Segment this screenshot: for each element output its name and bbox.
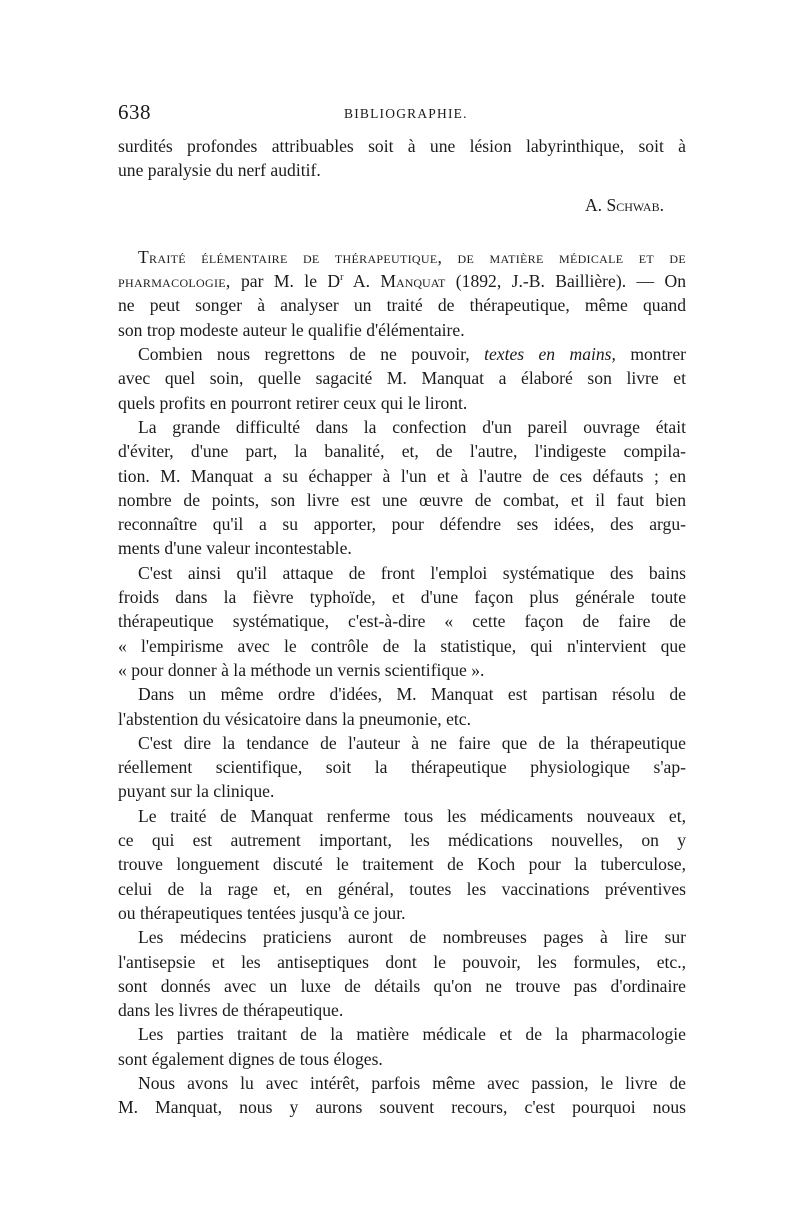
text-line: l'antisepsie et les antiseptiques dont le pouvoir, les formules, etc., — [118, 951, 686, 972]
text-line — [118, 342, 686, 366]
review-entry — [118, 245, 686, 1120]
text-line: Les médecins praticiens auront de nombreuses pages à lire sur — [138, 927, 686, 948]
text-line: reconnaître qu'il a su apporter, pour défendre ses idées, des argu- — [118, 514, 686, 535]
text-line: une paralysie du nerf auditif. — [118, 160, 321, 181]
text-line: d'éviter, d'une part, la banalité, et, de l'autre, l'indigeste compila- — [118, 441, 686, 462]
review-title — [118, 245, 686, 269]
text-line: réellement scientifique, soit la thérapeutique physiologique s'ap- — [118, 757, 686, 778]
text-line: son trop modeste auteur le qualifie d'élémentaire. — [118, 319, 465, 340]
text-line: l'abstention du vésicatoire dans la pneumonie, etc. — [118, 708, 471, 729]
text-line: Dans un même ordre d'idées, M. Manquat est partisan résolu de — [138, 684, 686, 705]
text-line: celui de la rage et, en général, toutes les vaccinations préventives — [118, 878, 686, 899]
text-line: M. Manquat, nous y aurons souvent recours, c'est pourquoi nous — [118, 1097, 686, 1118]
text-line: surdités profondes attribuables soit à une lésion labyrinthique, soit à — [118, 136, 686, 156]
paragraph-5 — [118, 682, 686, 731]
text-line: nombre de points, son livre est une œuvre de combat, et il faut bien — [118, 489, 686, 510]
publication-info: (1892, J.-B. Baillière). — On — [445, 271, 686, 292]
running-head: BIBLIOGRAPHIE. — [344, 106, 468, 121]
text-line: froids dans la fièvre typhoïde, et d'une façon plus générale toute — [118, 587, 686, 608]
text-line: ce qui est autrement important, les médications nouvelles, on y — [118, 830, 686, 851]
text-line: « pour donner à la méthode un vernis scientifique ». — [118, 659, 485, 680]
text-line: avec quel soin, quelle sagacité M. Manquat a élaboré son livre et — [118, 368, 686, 389]
page-header — [118, 100, 686, 126]
text-line: tion. M. Manquat a su échapper à l'un et à l'autre de ces défauts ; en — [118, 465, 686, 486]
review-title-continued — [118, 269, 686, 293]
text-run: montrer — [615, 344, 687, 365]
text-line: puyant sur la clinique. — [118, 781, 275, 802]
paragraph-2 — [118, 342, 686, 415]
text-line: ne peut songer à analyser un traité de thérapeutique, même quand — [118, 295, 686, 316]
text-line: « l'empirisme avec le contrôle de la statistique, qui n'intervient que — [118, 635, 686, 656]
text-line: sont également dignes de tous éloges. — [118, 1048, 383, 1069]
text-run: Combien nous regrettons de ne pouvoir, — [138, 344, 485, 365]
book-title: Traité élémentaire de thérapeutique, de matière médicale et de — [138, 246, 686, 267]
author-title-sup: r — [340, 272, 344, 284]
text-line: ou thérapeutiques tentées jusqu'à ce jour. — [118, 902, 406, 923]
body-text — [118, 134, 686, 1120]
text-line: La grande difficulté dans la confection d'un pareil ouvrage était — [138, 416, 686, 437]
text-line: thérapeutique systématique, c'est-à-dire « cette façon de faire de — [118, 611, 686, 632]
book-title-end: pharmacologie, — [118, 271, 231, 292]
previous-review-ending — [118, 134, 686, 217]
paragraph-4 — [118, 561, 686, 682]
text-line: Le traité de Manquat renferme tous les médicaments nouveaux et, — [138, 805, 686, 826]
text-line: C'est ainsi qu'il attaque de front l'emploi systématique des bains — [138, 562, 686, 583]
paragraph-6 — [118, 731, 686, 804]
page-number: 638 — [118, 100, 151, 124]
paragraph-9 — [118, 1022, 686, 1071]
author-prefix: par M. le D — [230, 271, 341, 292]
italic-phrase: textes en mains, — [484, 344, 616, 365]
author-initial: A. — [343, 271, 381, 292]
text-line: C'est dire la tendance de l'auteur à ne faire que de la thérapeutique — [138, 732, 686, 753]
paragraph-10 — [118, 1071, 686, 1120]
text-line: Nous avons lu avec intérêt, parfois même avec passion, le livre de — [138, 1072, 686, 1093]
paragraph-3 — [118, 415, 686, 561]
paragraph-1 — [118, 293, 686, 342]
text-line: Les parties traitant de la matière médicale et de la pharmacologie — [138, 1024, 686, 1045]
author-name: Manquat — [380, 271, 446, 292]
paragraph-7 — [118, 804, 686, 925]
text-line: sont donnés avec un luxe de détails qu'on ne trouve pas d'ordinaire — [118, 975, 686, 996]
text-line: quels profits en pourront retirer ceux qui le liront. — [118, 392, 468, 413]
text-line: dans les livres de thérapeutique. — [118, 1000, 344, 1021]
text-line: trouve longuement discuté le traitement de Koch pour la tuberculose, — [118, 854, 686, 875]
reviewer-signature: A. Schwab. — [584, 194, 664, 215]
paragraph-8 — [118, 925, 686, 1022]
text-line: ments d'une valeur incontestable. — [118, 538, 352, 559]
